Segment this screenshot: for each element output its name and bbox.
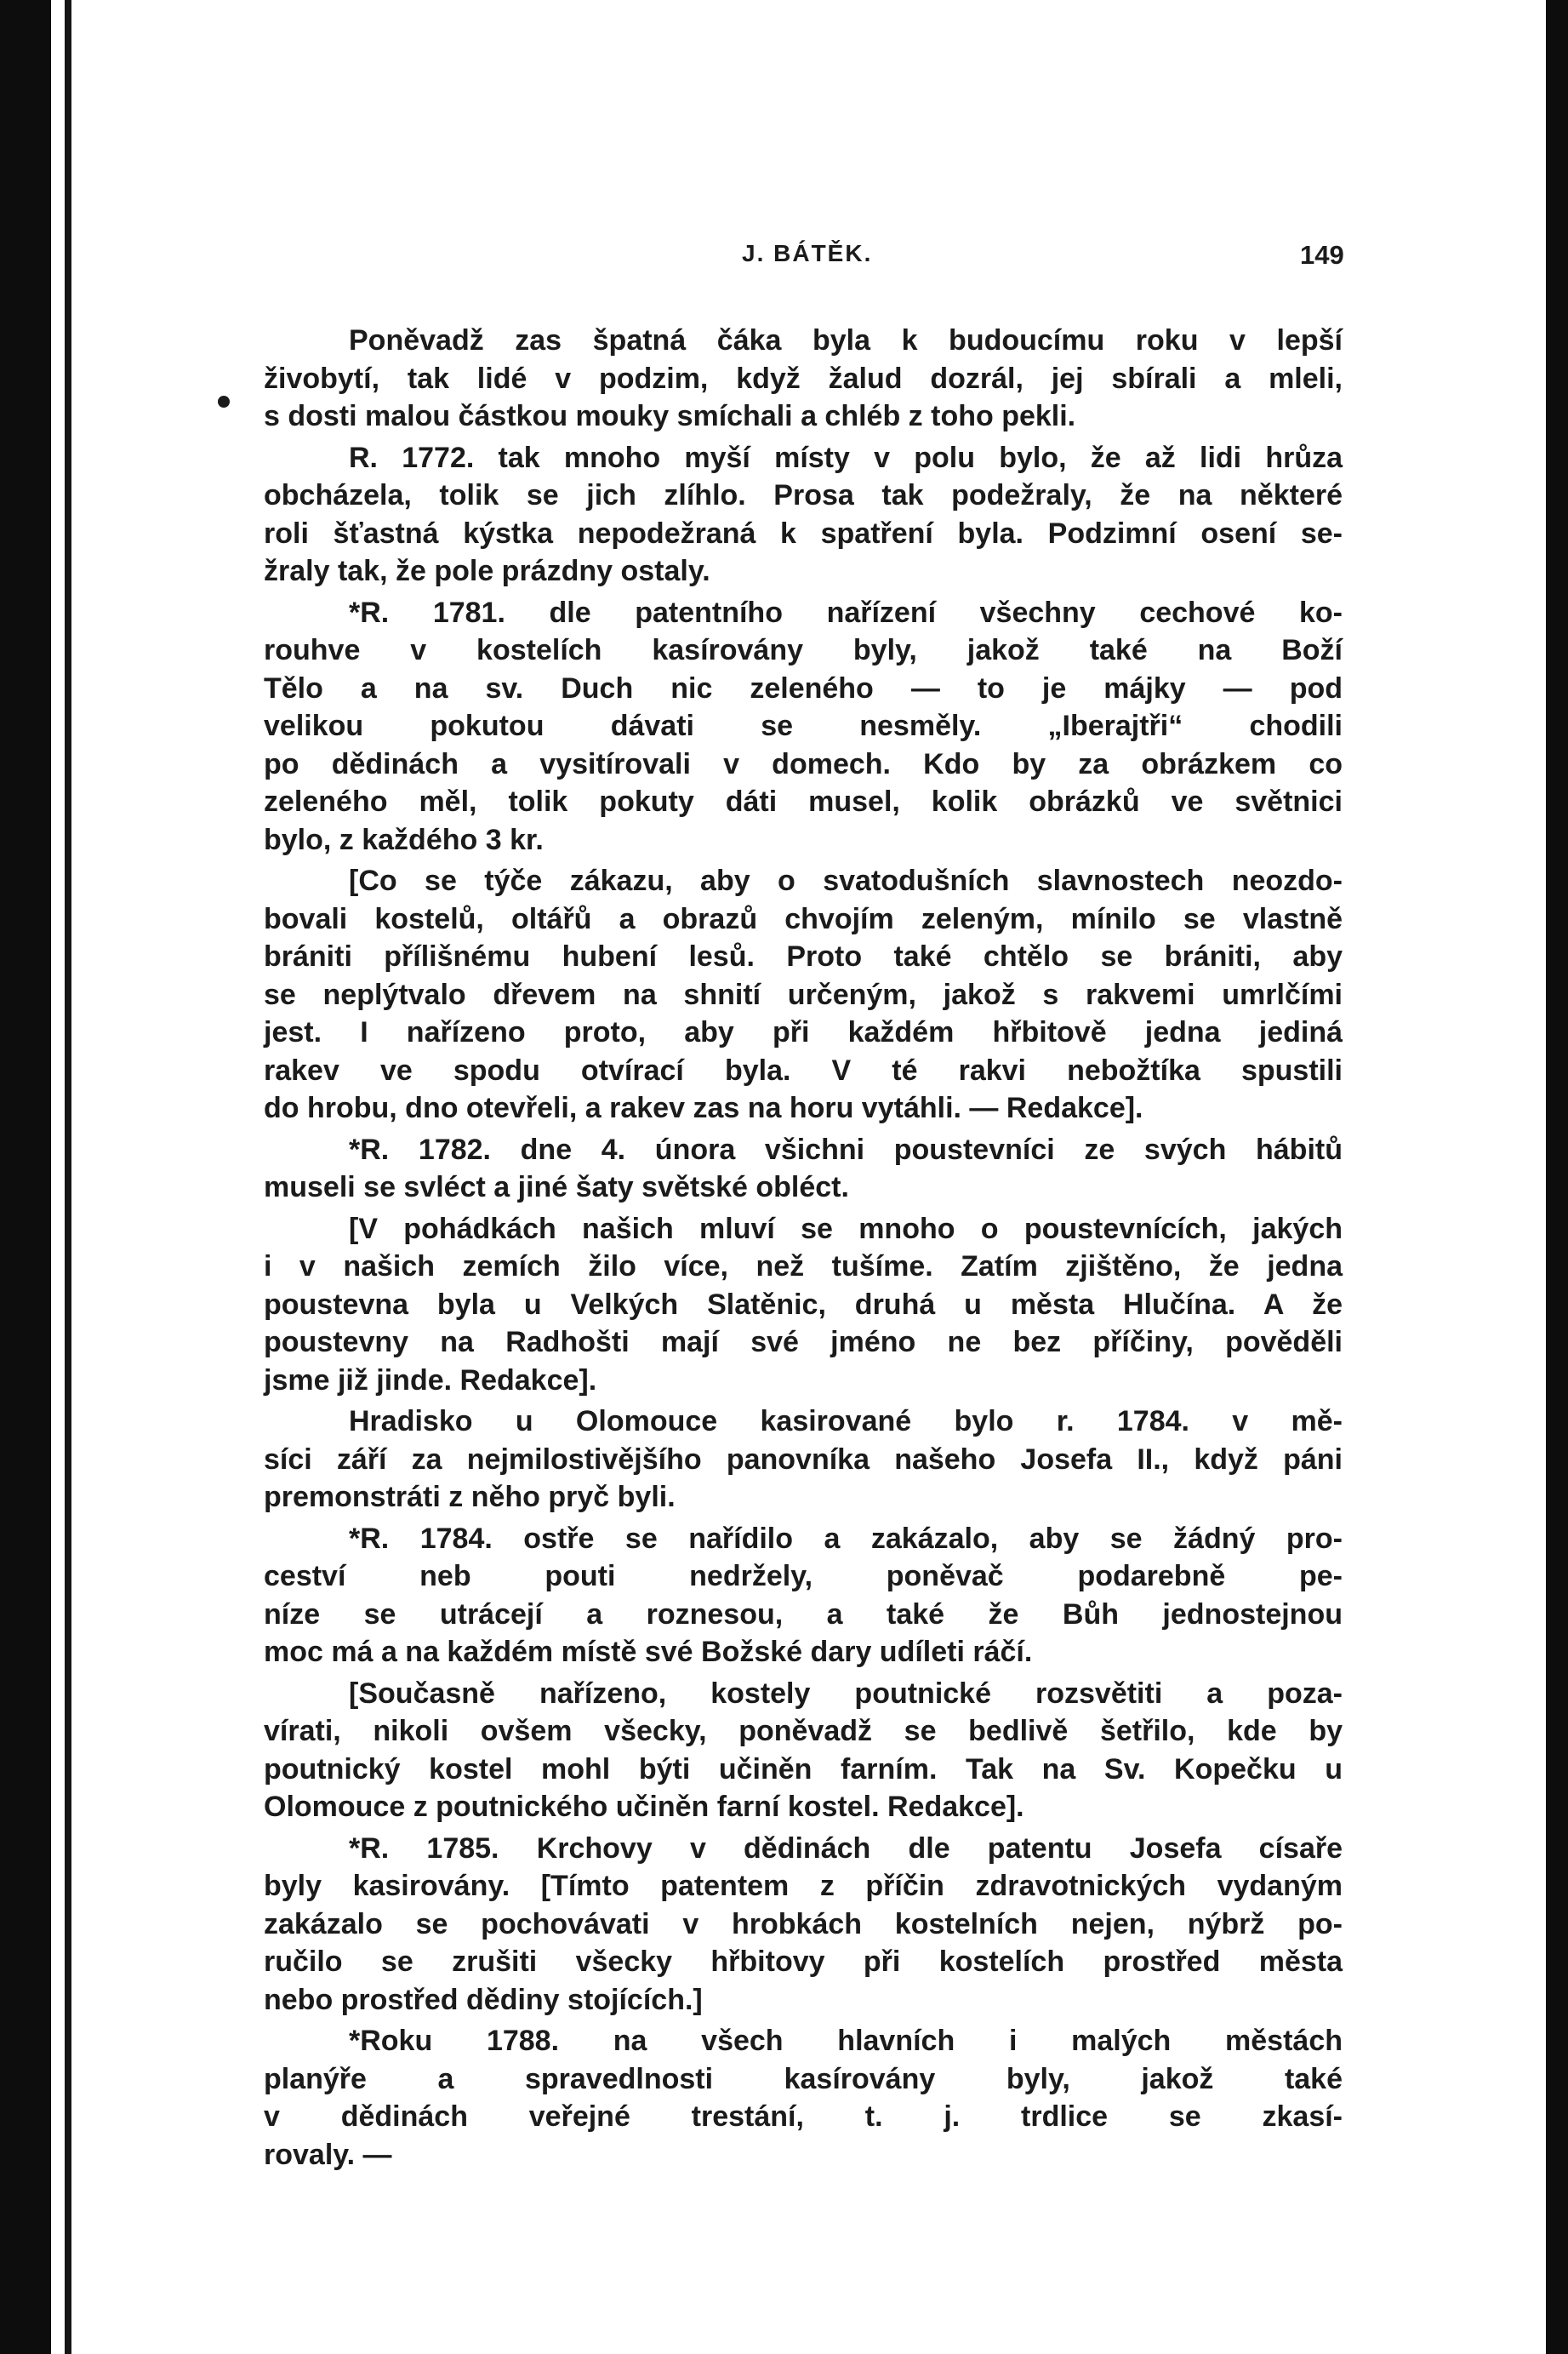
text-line: R. 1772. tak mnoho myší místy v polu bylo, že až lidi hrůza [349, 441, 1343, 474]
text-line: v dědinách veřejné trestání, t. j. trdlice se zkasí- [264, 2100, 1343, 2133]
text-line: Poněvadž zas špatná čáka byla k budoucímu roku v lepší [349, 324, 1343, 357]
paragraph [264, 1520, 1343, 1671]
paragraph [264, 1403, 1343, 1517]
page-number: 149 [1300, 240, 1344, 270]
text-line: po dědinách a vysitírovali v domech. Kdo by za obrázkem co [264, 747, 1343, 780]
text-line: *Roku 1788. na všech hlavních i malých městách [349, 2025, 1343, 2057]
paragraph [264, 1131, 1343, 1207]
text-line: museli se svléct a jiné šaty světské obléct. [264, 1171, 849, 1203]
text-line: [V pohádkách našich mluví se mnoho o poustevnících, jakých [349, 1212, 1343, 1245]
text-line: velikou pokutou dávati se nesměly. „Iberajtři“ chodili [264, 710, 1343, 742]
text-line: rovaly. — [264, 2138, 392, 2171]
text-line: premonstráti z něho pryč byli. [264, 1481, 676, 1513]
text-line: síci září za nejmilostivějšího panovníka našeho Josefa II., když páni [264, 1443, 1343, 1476]
body-text [264, 322, 1343, 2177]
paragraph [264, 322, 1343, 436]
text-line: žraly tak, že pole prázdny ostaly. [264, 555, 710, 587]
text-line: brániti přílišnému hubení lesů. Proto také chtělo se brániti, aby [264, 940, 1343, 973]
running-head: J. BÁTĚK. [742, 240, 873, 266]
text-line: bylo, z každého 3 kr. [264, 823, 544, 856]
text-line: moc má a na každém místě své Božské dary udíleti ráčí. [264, 1636, 1033, 1668]
text-line: poustevna byla u Velkých Slatěnic, druhá u města Hlučína. A že [264, 1288, 1343, 1321]
paragraph [264, 862, 1343, 1128]
paragraph [264, 1675, 1343, 1826]
text-line: *R. 1782. dne 4. února všichni poustevníci ze svých hábitů [349, 1133, 1343, 1166]
text-line: poutnický kostel mohl býti učiněn farním. Tak na Sv. Kopečku u [264, 1752, 1343, 1785]
text-line: níze se utrácejí a roznesou, a také že Bůh jednostejnou [264, 1597, 1343, 1631]
scan-edge-left [0, 0, 51, 2354]
text-line: jsme již jinde. Redakce]. [264, 1363, 597, 1397]
text-line: [Současně nařízeno, kostely poutnické rozsvětiti a poza- [349, 1677, 1343, 1710]
text-line: *R. 1785. Krchovy v dědinách dle patentu Josefa císaře [349, 1831, 1343, 1865]
paragraph [264, 1210, 1343, 1400]
text-line: živobytí, tak lidé v podzim, když žalud dozrál, jej sbírali a mleli, [264, 362, 1343, 395]
text-line: se neplýtvalo dřevem na shnití určeným, jakož s rakvemi umrlčími [264, 978, 1343, 1011]
text-line: vírati, nikoli ovšem všecky, poněvadž se bedlivě šetřilo, kde by [264, 1715, 1343, 1747]
paragraph [264, 594, 1343, 860]
text-line: Tělo a na sv. Duch nic zeleného — to je májky — pod [264, 671, 1343, 705]
text-line: ručilo se zrušiti všecky hřbitovy při kostelích prostřed města [264, 1945, 1343, 1978]
text-line: Hradisko u Olomouce kasirované bylo r. 1784. v mě- [349, 1405, 1343, 1437]
text-line: byly kasirovány. [Tímto patentem z příčin zdravotnických vydaným [264, 1870, 1343, 1902]
paragraph [264, 439, 1343, 591]
text-line: poustevny na Radhošti mají své jméno ne bez příčiny, pověděli [264, 1326, 1343, 1358]
text-line: s dosti malou částkou mouky smíchali a chléb z toho pekli. [264, 400, 1076, 432]
text-line: zeleného měl, tolik pokuty dáti musel, kolik obrázků ve světnici [264, 786, 1343, 818]
text-line: Olomouce z poutnického učiněn farní kostel. Redakce]. [264, 1791, 1024, 1823]
text-line: nebo prostřed dědiny stojících.] [264, 1983, 703, 2016]
text-line: [Co se týče zákazu, aby o svatodušních slavnostech neozdo- [349, 865, 1343, 897]
text-line: roli šťastná kýstka nepodežraná k spatření byla. Podzimní osení se- [264, 517, 1343, 550]
text-line: ceství neb pouti nedržely, poněvač podarebně pe- [264, 1560, 1343, 1592]
scan-edge-right [1546, 0, 1568, 2354]
text-line: obcházela, tolik se jich zlíhlo. Prosa tak podežraly, že na některé [264, 479, 1343, 511]
text-line: rouhve v kostelích kasírovány byly, jakož také na Boží [264, 634, 1343, 666]
text-line: *R. 1784. ostře se nařídilo a zakázalo, aby se žádný pro- [349, 1522, 1343, 1555]
text-line: rakev ve spodu otvírací byla. V té rakvi nebožtíka spustili [264, 1054, 1343, 1087]
scan-speck [218, 396, 230, 408]
page-header [0, 240, 1568, 274]
text-line: do hrobu, dno otevřeli, a rakev zas na horu vytáhli. — Redakce]. [264, 1092, 1143, 1124]
text-line: *R. 1781. dle patentního nařízení všechny cechové ko- [349, 596, 1343, 629]
paragraph [264, 1830, 1343, 2020]
text-line: i v našich zemích žilo více, než tušíme. Zatím zjištěno, že jedna [264, 1250, 1343, 1283]
text-line: bovali kostelů, oltářů a obrazů chvojím zeleným, mínilo se vlastně [264, 902, 1343, 935]
scan-edge-line [65, 0, 71, 2354]
text-line: zakázalo se pochovávati v hrobkách kostelních nejen, nýbrž po- [264, 1907, 1343, 1940]
paragraph [264, 2022, 1343, 2174]
text-line: planýře a spravedlnosti kasírovány byly, jakož také [264, 2062, 1343, 2095]
text-line: jest. I nařízeno proto, aby při každém hřbitově jedna jediná [264, 1016, 1343, 1048]
